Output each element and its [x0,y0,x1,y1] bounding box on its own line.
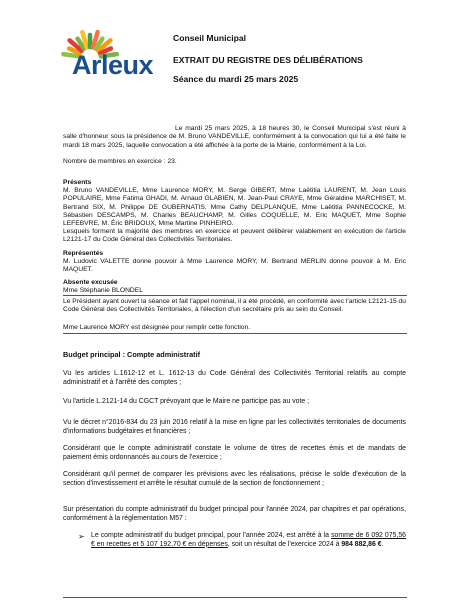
footer-divider [63,597,407,598]
presents-title: Présents [63,179,92,186]
logo-text: Arleux [72,50,154,80]
quorum-paragraph: Lesquels forment la majorité des membres en exercice et peuvent délibérer valablement en exécution de l'article L2121-17 du Code Général des Collectivités Territoriales. [63,228,406,244]
membres-count: Nombre de membres en exercice : 23. [63,158,177,165]
absente-title: Absente excusée [63,279,118,286]
appel-paragraph: Le Président ayant ouvert la séance et fait l'appel nominal, il a été procédé, en conformité avec l'article L2121-15 du Code Général des Collectivités Territoriales, à l'élection d'un secrétaire pris au sein du Conseil. [63,298,406,314]
budget-paragraph: Vu l'article L.2121-14 du CGCT prévoyant que le Maire ne participe pas au vote ; [63,398,310,405]
budget-title: Budget principal : Compte administratif [63,350,201,359]
absente-text: Mme Stéphanie BLONDEL [63,287,143,294]
budget-paragraph: Sur présentation du compte administratif du budget principal pour l'année 2024, par chapitres et par opérations, conformément à la réglementation M57 : [63,506,406,522]
representes-text: M. Ludovic VALETTE donne pouvoir à Mme Laurence MORY, M. Bertrand MERLIN donne pouvoir à M. Eric MAQUET. [63,258,406,274]
somme-underlined: somme de 6 092 075,56 € en recettes et 5 107 192,70 € en dépenses [91,532,406,548]
budget-paragraph: Vu les articles L.1612-12 et L. 1612-13 du Code Général des Collectivités Territorial relatifs au compte administratif et à l'arrêté des comptes ; [63,370,406,386]
resultat-value: 984 882,86 € [341,540,382,548]
budget-paragraph: Considérant que le compte administratif constate le volume de titres de recettes émis et de mandats de paiement émis ordonnancés au cours de l'exercice ; [63,445,406,461]
budget-bullet: Le compte administratif du budget principal, pour l'année 2024, est arrêté à la somme de 6 092 075,56 € en recettes et 5 107 192,70 € en dépenses, soit un résultat de l'exercice 2024 à 984 882,86 €. [91,532,406,548]
intro-paragraph: Le mardi 25 mars 2025, à 18 heures 30, le Conseil Municipal s'est réuni à salle d'honneur sous la présidence de M. Bruno VANDEVILLE, conformément à la convocation qui lui a été faite le mardi 18 mars 2025, laquelle convocation a été affichée à la porte de la Mairie, conformément à la Loi. [63,125,406,149]
representes-title: Représentés [63,250,104,257]
arleux-logo [60,28,170,86]
divider [63,333,407,334]
header-extrait: EXTRAIT DU REGISTRE DES DÉLIBÉRATIONS [173,55,363,65]
header-seance: Séance du mardi 25 mars 2025 [173,74,299,84]
budget-paragraph: Vu le décret n°2016-834 du 23 juin 2016 relatif à la mise en ligne par les collectivités territoriales de documents d'informations budgétaires et financières ; [63,419,406,435]
secretaire-text: Mme Laurence MORY est désignée pour remplir cette fonction. [63,324,251,331]
divider [63,295,407,296]
check-bullet-icon: ➢ [78,532,85,541]
budget-paragraph: Considérant qu'il permet de comparer les prévisions avec les réalisations, précise le solde d'exécution de la section d'investissement et arrête le résultat cumulé de la section de fonctionnement ; [63,471,406,487]
presents-list: M. Bruno VANDEVILLE, Mme Laurence MORY, M. Serge GIBERT, Mme Laëtitia LAURENT, M. Jean Louis POPULAIRE, Mme Fatima GHADI, M. Arnaud GLABIEN, M. Jean-Paul CRAYE, Mme Géraldine MARCHISET, M. Bertrand SIX, M. Philippe DE GUBERNATIS, Mme Cathy DELPLANQUE, Mme Laëtitia PANNECOCKE, M. Sébastien DESCAMPS, M. Charles BEAUCHAMP, M. Gilles COQUELLE, M. Eric MAQUET, Mme Sophie LEFEBVRE, M. Éric BRIDOUX, Mme Martine PINHEIRO. [63,187,406,228]
header-conseil: Conseil Municipal [173,33,247,43]
